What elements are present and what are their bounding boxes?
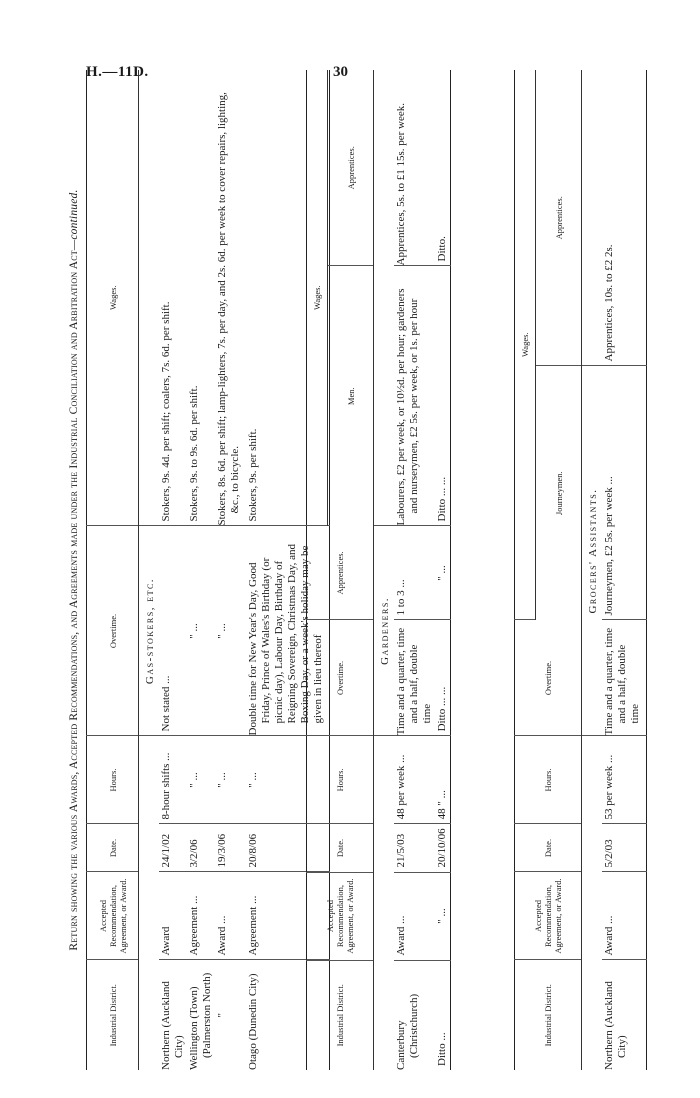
col-wages: Wages.	[87, 70, 139, 526]
col-overtime: Overtime.	[307, 620, 374, 736]
col-date: Date.	[87, 824, 139, 872]
table-row: Ditto ... " ... 20/10/06 48 " ... Ditto ... ... " ... Ditto ... ... Ditto.	[435, 70, 451, 1070]
grocers-assistants-table	[514, 70, 647, 1070]
table-row: " Award ... 19/3/06 " ... " ... Stokers, 8s. 6d. per shift; lamp-lighters, 7s. per day, and 2s. 6d. per week to cover repairs, lighting, &c., to bicycle.	[215, 70, 243, 1070]
col-industrial-district: Industrial District.	[307, 960, 374, 1070]
table-row: Canterbury (Christchurch) Award ... 21/5/03 48 per week ... Time and a quarter, time and a half, double time 1 to 3 ... Labourers, £2 per week, or 10½d. per hour; gardeners and nurserymen, £2 5s. per week, or 1s. per hour Apprentices, 5s. to £1 15s. per week.	[394, 70, 435, 1070]
table-row: Wellington (Town) (Palmerston North) Agreement ... 3/2/06 " ... " ... Stokers, 9s. to 9s. 6d. per shift.	[187, 70, 215, 1070]
col-apprentices: Apprentices.	[307, 526, 374, 620]
col-accepted: Accepted Recommendation, Agreement, or Award.	[87, 872, 139, 960]
col-journeymen: Journeymen.	[536, 366, 582, 620]
table-row: Northern (Auckland City) Award 24/1/02 8-hour shifts ... Not stated ... Stokers, 9s. 4d. per shift; coalers, 7s. 6d. per shift.	[159, 70, 187, 1070]
col-wage-apprentices: Apprentices.	[536, 70, 582, 366]
title-continued: —continued.	[68, 189, 80, 251]
section-heading-gas-stokers: Gas-stokers, etc.	[139, 526, 160, 736]
gardeners-table	[306, 70, 451, 1070]
title-caps: Return showing the various Awards, Accepted Recommendations, and Agreements made under the Industrial Conciliation and Arbitration Act	[68, 250, 80, 951]
col-industrial-district: Industrial District.	[515, 960, 582, 1070]
col-accepted: Accepted Recommendation, Agreement, or Award.	[307, 872, 374, 960]
rotated-page-content	[68, 70, 688, 1070]
table-row: Otago (Dunedin City) Agreement ... 20/8/06 " ... Double time for New Year's Day, Good Friday, Prince of Wales's Birthday (or picnic day), Labour Day, Birthday of Reigning Sovereign, Christmas Day, and Boxing Day, or a week's holiday may be given in lieu thereof Stokers, 9s. per shift.	[243, 70, 330, 1070]
col-overtime: Overtime.	[515, 620, 582, 736]
col-men: Men.	[328, 266, 374, 526]
col-hours: Hours.	[515, 736, 582, 824]
col-hours: Hours.	[87, 736, 139, 824]
document-title	[68, 70, 80, 1070]
col-date: Date.	[307, 824, 374, 872]
col-wages: Wages.	[515, 70, 536, 620]
col-hours: Hours.	[307, 736, 374, 824]
section-heading-gardeners: Gardeners.	[374, 526, 395, 736]
col-overtime: Overtime.	[87, 526, 139, 736]
col-industrial-district: Industrial District.	[87, 960, 139, 1070]
gas-stokers-table	[86, 70, 330, 1070]
col-accepted: Accepted Recommendation, Agreement, or Award.	[515, 872, 582, 960]
report-reference: H.—11D.	[86, 64, 149, 80]
table-row: Northern (Auckland City) Award ... 5/2/03 53 per week ... Time and a quarter, time and a half, double time Journeymen, £2 5s. per week ... Apprentices, 10s. to £2 2s.	[602, 70, 646, 1070]
col-wages: Wages.	[307, 70, 328, 526]
section-heading-grocers-assistants: Grocers' Assistants.	[582, 366, 603, 736]
col-wage-apprentices: Apprentices.	[328, 70, 374, 266]
col-date: Date.	[515, 824, 582, 872]
page-number: 30	[333, 64, 348, 80]
